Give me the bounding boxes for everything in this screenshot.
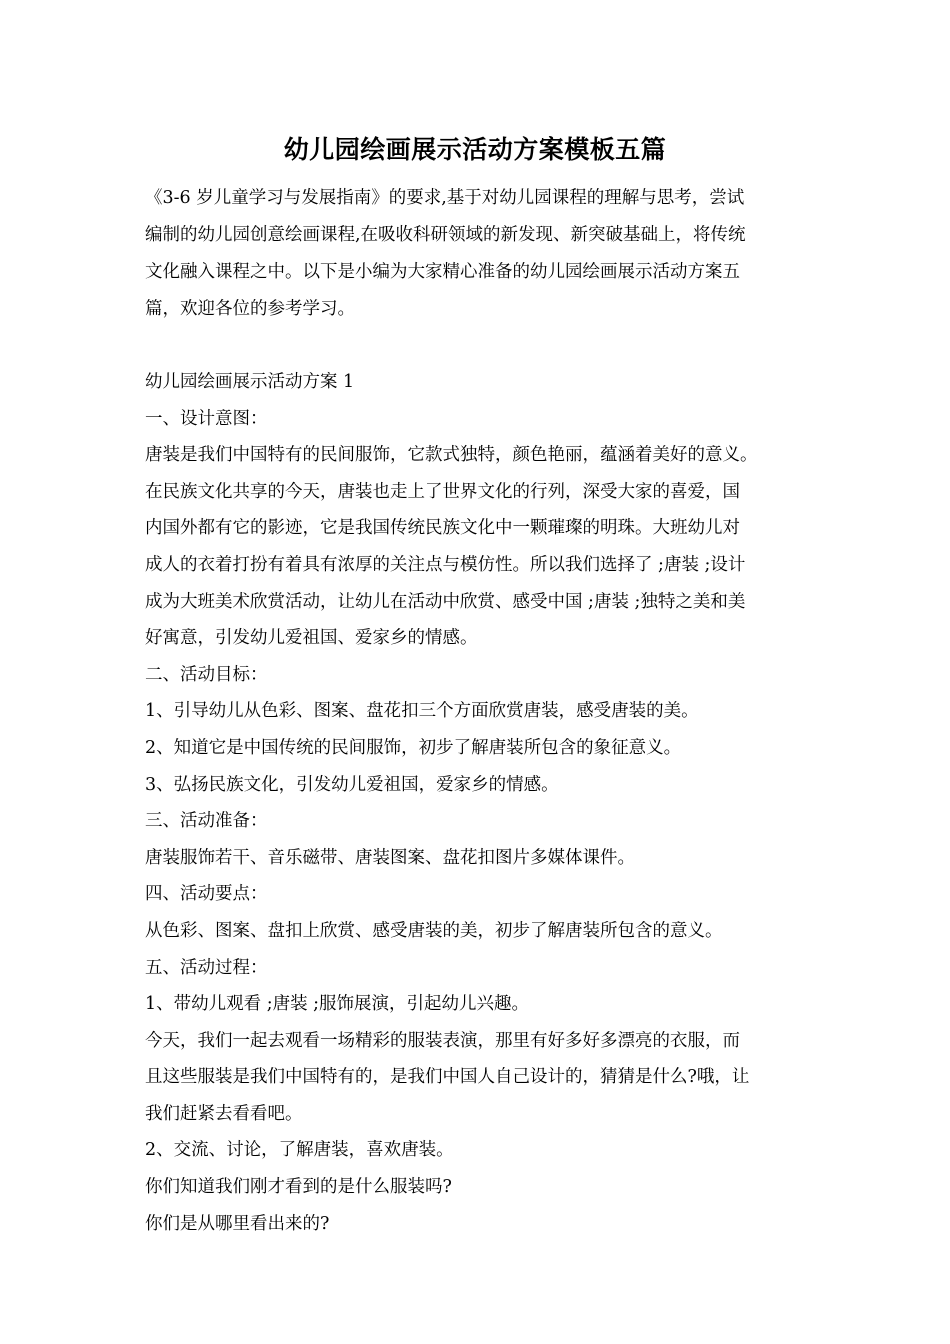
body-line: 唐装是我们中国特有的民间服饰，它款式独特，颜色艳丽，蕴涵着美好的意义。: [145, 445, 758, 466]
body-line: 成为大班美术欣赏活动，让幼儿在活动中欣赏、感受中国 ;唐装 ;独特之美和美: [145, 591, 746, 612]
body-line: 我们赶紧去看看吧。: [145, 1103, 303, 1124]
subsection-heading: 二、活动目标：: [145, 664, 268, 685]
subsection-heading: 三、活动准备：: [145, 811, 268, 832]
body-line: 唐装服饰若干、音乐磁带、唐装图案、盘花扣图片多媒体课件。: [145, 847, 635, 868]
body-line: 在民族文化共享的今天，唐装也走上了世界文化的行列，深受大家的喜爱，国: [145, 481, 740, 502]
document-title: 幼儿园绘画展示活动方案模板五篇: [283, 135, 667, 164]
body-line: 好寓意，引发幼儿爱祖国、爱家乡的情感。: [145, 628, 478, 649]
intro-line: 文化融入课程之中。以下是小编为大家精心准备的幼儿园绘画展示活动方案五: [145, 262, 740, 282]
intro-paragraph: [145, 180, 825, 328]
body-line: 2、交流、讨论，了解唐装，喜欢唐装。: [145, 1140, 454, 1161]
body-line: 成人的衣着打扮有着具有浓厚的关注点与模仿性。所以我们选择了 ;唐装 ;设计: [145, 554, 746, 575]
body-line: 从色彩、图案、盘扣上欣赏、感受唐装的美，初步了解唐装所包含的意义。: [145, 920, 723, 941]
intro-line: 篇，欢迎各位的参考学习。: [145, 299, 355, 319]
body-line: 且这些服装是我们中国特有的，是我们中国人自己设计的，猜猜是什么?哦，让: [145, 1067, 750, 1088]
intro-line: 《3-6 岁儿童学习与发展指南》的要求,基于对幼儿园课程的理解与思考，尝试: [145, 188, 745, 208]
subsection-heading: 一、设计意图：: [145, 408, 268, 429]
document-body: [145, 364, 835, 1242]
body-line: 你们是从哪里看出来的?: [145, 1213, 330, 1234]
body-line: 2、知道它是中国传统的民间服饰，初步了解唐装所包含的象征意义。: [145, 737, 682, 758]
subsection-heading: 五、活动过程：: [145, 957, 268, 978]
body-line: 1、带幼儿观看 ;唐装 ;服饰展演，引起幼儿兴趣。: [145, 994, 530, 1015]
intro-line: 编制的幼儿园创意绘画课程,在吸收科研领域的新发现、新突破基础上，将传统: [145, 225, 746, 245]
body-line: 3、弘扬民族文化，引发幼儿爱祖国，爱家乡的情感。: [145, 774, 559, 795]
body-line: 1、引导幼儿从色彩、图案、盘花扣三个方面欣赏唐装，感受唐装的美。: [145, 701, 699, 722]
body-line: 今天，我们一起去观看一场精彩的服装表演，那里有好多好多漂亮的衣服，而: [145, 1030, 740, 1051]
subsection-heading: 四、活动要点：: [145, 884, 268, 905]
body-line: 你们知道我们刚才看到的是什么服装吗?: [145, 1177, 452, 1198]
section-heading: 幼儿园绘画展示活动方案 1: [145, 372, 355, 392]
body-line: 内国外都有它的影迹，它是我国传统民族文化中一颗璀璨的明珠。大班幼儿对: [145, 518, 740, 539]
